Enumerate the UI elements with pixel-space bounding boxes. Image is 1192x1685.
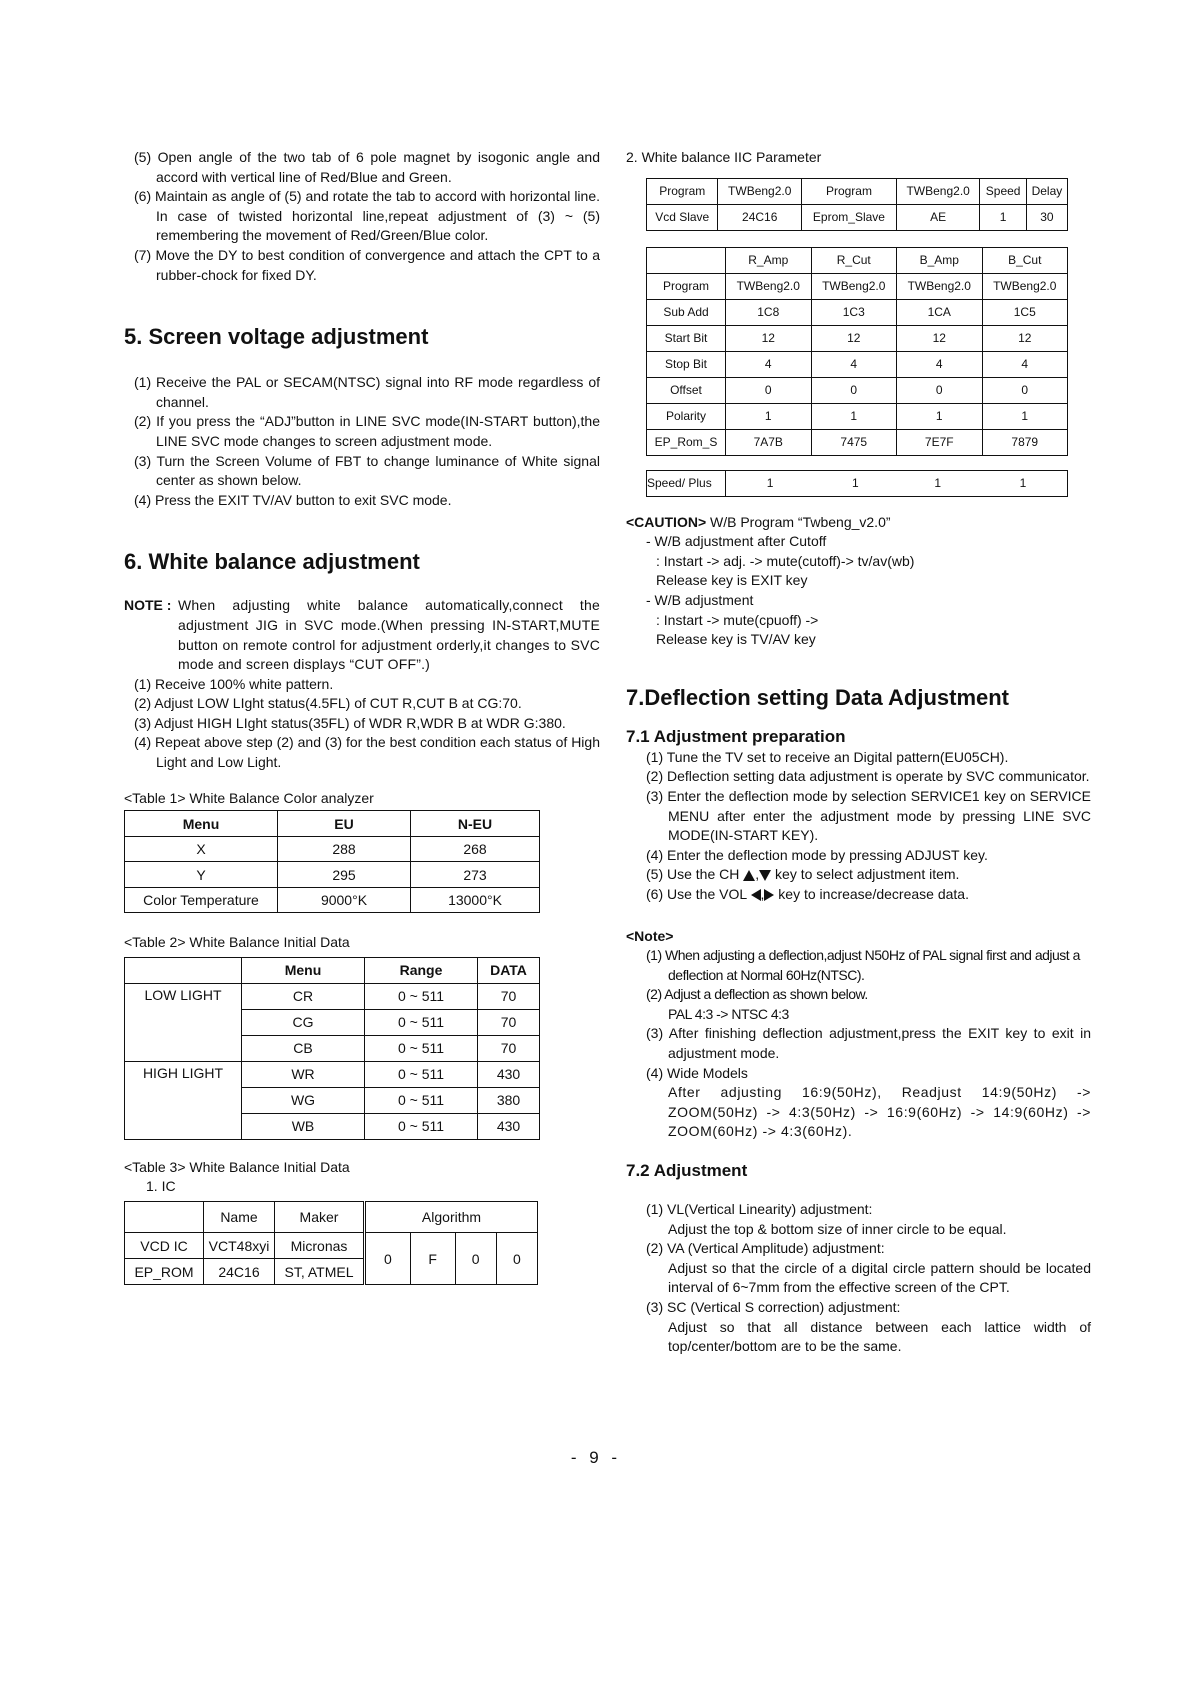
table-cell: Program [802, 178, 897, 204]
table-cell: Sub Add [647, 299, 726, 325]
iic-top-table [646, 178, 1068, 231]
table-cell: 1 [814, 470, 896, 496]
table-cell: CG [242, 1009, 365, 1035]
table-header: Algorithm [365, 1202, 538, 1233]
table-header: Maker [275, 1202, 365, 1233]
list-item: (2) Deflection setting data adjustment is operate by SVC communicator. [646, 768, 1090, 785]
table-cell: 0 ~ 511 [365, 1113, 478, 1139]
table-cell: Delay [1026, 178, 1067, 204]
table-header [125, 1202, 204, 1233]
list-item: (2) If you press the “ADJ”button in LINE SVC mode(IN-START button),the LINE SVC mode changes to screen adjustment mode. [134, 413, 600, 449]
iic-main-table [646, 247, 1068, 456]
table-header: Menu [242, 957, 365, 983]
table-cell: Polarity [647, 403, 726, 429]
table-cell: 0 [365, 1233, 411, 1285]
section-title: 5. Screen voltage adjustment [124, 324, 429, 350]
ic-table [124, 1201, 538, 1285]
list-item: (3) Turn the Screen Volume of FBT to change luminance of White signal center as shown below. [134, 452, 600, 489]
table-cell: 1 [811, 403, 897, 429]
color-analyzer-table [124, 810, 540, 913]
table-cell: 1 [726, 403, 812, 429]
table-cell: VCD IC [125, 1233, 204, 1259]
table-cell: EP_ROM [125, 1259, 204, 1285]
table-cell: 0 [726, 377, 812, 403]
table-cell: TWBeng2.0 [982, 273, 1068, 299]
table-cell: 12 [982, 325, 1068, 351]
list-item: (3) Enter the deflection mode by selection SERVICE1 key on SERVICE MENU after enter the adjustment mode by pressing LINE SVC MODE(IN-START KEY). [646, 787, 1091, 844]
table-cell: Y [125, 862, 278, 888]
table-row [647, 325, 1068, 351]
table-cell: 70 [478, 1009, 540, 1035]
list-item: (1) Receive 100% white pattern. [134, 675, 334, 692]
table-cell: F [410, 1233, 455, 1285]
table-cell: VCT48xyi [204, 1233, 275, 1259]
item-text: (6) Use the VOL [646, 885, 751, 902]
table-cell: 13000°K [411, 887, 540, 913]
table-cell: 4 [897, 351, 983, 377]
subsection-title: 7.1 Adjustment preparation [626, 726, 846, 746]
table-row [647, 204, 1068, 230]
table-row [647, 299, 1068, 325]
table-cell: 1 [897, 403, 983, 429]
table-row [647, 403, 1068, 429]
table-row [125, 887, 540, 913]
table-cell: TWBeng2.0 [896, 178, 980, 204]
list-item: (2) VA (Vertical Amplitude) adjustment: [646, 1240, 885, 1257]
list-item [646, 885, 1091, 905]
list-item: (2) Adjust a deflection as shown below. [646, 986, 868, 1003]
list-item: (1) Receive the PAL or SECAM(NTSC) signal into RF mode regardless of channel. [134, 374, 600, 410]
list-item: (4) Press the EXIT TV/AV button to exit SVC mode. [134, 491, 452, 508]
table-cell: 0 ~ 511 [365, 1087, 478, 1113]
list-item [646, 865, 1091, 885]
right-column [626, 148, 1091, 1357]
table-cell: WR [242, 1061, 365, 1087]
item-text: , [760, 885, 765, 902]
list-item: (4) Wide Models [646, 1064, 748, 1081]
caution-item: - W/B adjustment after Cutoff [646, 533, 827, 550]
table-cell: 1C5 [982, 299, 1068, 325]
table-cell: WG [242, 1087, 365, 1113]
table-header: Range [365, 957, 478, 983]
table-header [647, 247, 726, 273]
table-cell: 1 [896, 470, 978, 496]
table-header: Name [204, 1202, 275, 1233]
note-block [124, 596, 600, 674]
subsection-title: 7.2 Adjustment [626, 1161, 748, 1181]
note-body: When adjusting white balance automatically,connect the adjustment JIG in SVC mode.(When pressing IN-START,MUTE button on remote control for adjustment orderly,it changes to SVC mode and screen displays “CUT OFF”.) [178, 597, 600, 673]
item-text: key to select adjustment item. [771, 866, 960, 883]
caution-label: <CAUTION> [626, 513, 707, 530]
list-item: (4) Repeat above step (2) and (3) for the best condition each status of High Light and Low Light. [134, 734, 600, 771]
table-header: R_Amp [726, 247, 812, 273]
table-cell: 30 [1026, 204, 1067, 230]
speed-table [646, 470, 1068, 497]
table-cell: Speed [980, 178, 1026, 204]
table-cell: 0 ~ 511 [365, 1061, 478, 1087]
table-cell: 70 [478, 1035, 540, 1061]
right-arrow-icon [764, 889, 774, 901]
table-cell: WB [242, 1113, 365, 1139]
table-header: B_Cut [982, 247, 1068, 273]
table-row [125, 1061, 540, 1087]
item-text: , [755, 866, 760, 883]
list-item: Adjust so that the circle of a digital circle pattern should be located interval of 6~7mm from the effective screen of the CPT. [668, 1259, 1091, 1296]
list-item: After adjusting 16:9(50Hz), Readjust 14:9(50Hz) -> ZOOM(50Hz) -> 4:3(50Hz) -> 16:9(60Hz) -> 14:9(60Hz) -> ZOOM(60Hz) -> 4:3(60Hz). [668, 1084, 1091, 1140]
table-cell: 430 [478, 1061, 540, 1087]
section-title: 7.Deflection setting Data Adjustment [626, 684, 1010, 710]
table-cell: 288 [278, 836, 411, 862]
table-cell: 0 [897, 377, 983, 403]
table-cell: Speed/ Plus [647, 470, 726, 496]
table-cell: CR [242, 983, 365, 1009]
table-header: R_Cut [811, 247, 897, 273]
table-cell: TWBeng2.0 [718, 178, 802, 204]
page-number: - 9 - [570, 1448, 622, 1467]
list-item: Adjust so that all distance between each lattice width of top/center/bottom are to be the same. [668, 1318, 1091, 1355]
table-cell: 9000°K [278, 887, 411, 913]
list-item: (1) When adjusting a deflection,adjust N50Hz of PAL signal first and adjust a deflection at Normal 60Hz(NTSC). [646, 947, 1080, 983]
list-item: (6) Maintain as angle of (5) and rotate the tab to accord with horizontal line. In case of twisted horizontal line,repeat adjustment of (3) ~ (5) remembering the movement of Red/Green/Blue color. [134, 188, 600, 244]
item-text: key to increase/decrease data. [774, 885, 969, 902]
table-cell: Micronas [275, 1233, 365, 1259]
table-cell: AE [896, 204, 980, 230]
iic-title: 2. White balance IIC Parameter [626, 149, 822, 165]
table-cell: 12 [811, 325, 897, 351]
table-cell: 0 ~ 511 [365, 1009, 478, 1035]
list-item: (5) Open angle of the two tab of 6 pole magnet by isogonic angle and accord with vertical line of Red/Blue and Green. [134, 149, 600, 185]
caution-item: : Instart -> mute(cpuoff) -> [656, 611, 819, 628]
table-header: DATA [478, 957, 540, 983]
item-text: (5) Use the CH [646, 866, 744, 883]
list-item: (1) VL(Vertical Linearity) adjustment: [646, 1201, 873, 1218]
table-header: B_Amp [897, 247, 983, 273]
table-caption: <Table 2> White Balance Initial Data [124, 934, 350, 951]
table-cell: 0 [811, 377, 897, 403]
table-cell: 70 [478, 983, 540, 1009]
table-cell: 4 [726, 351, 812, 377]
table-cell: 268 [411, 836, 540, 862]
table-cell: 12 [897, 325, 983, 351]
table-row [125, 862, 540, 888]
table-row [125, 983, 540, 1009]
table-header: N-EU [411, 811, 540, 837]
table-cell: 0 [982, 377, 1068, 403]
list-item: (2) Adjust LOW LIght status(4.5FL) of CUT R,CUT B at CG:70. [134, 695, 522, 712]
caution-item: Release key is TV/AV key [656, 631, 816, 648]
note-label: NOTE : [124, 597, 172, 614]
table-cell: Eprom_Slave [802, 204, 897, 230]
table-cell: EP_Rom_S [647, 429, 726, 455]
list-item: (3) After finishing deflection adjustment,press the EXIT key to exit in adjustment mode. [646, 1025, 1091, 1062]
table-cell: 0 [455, 1233, 496, 1285]
table-cell: Program [647, 273, 726, 299]
table-cell: 1CA [897, 299, 983, 325]
table-cell: 4 [811, 351, 897, 377]
table-cell: X [125, 836, 278, 862]
table-row [125, 836, 540, 862]
table-cell: TWBeng2.0 [811, 273, 897, 299]
table-row [647, 273, 1068, 299]
table-cell: 1 [982, 403, 1068, 429]
table-subcaption: 1. IC [146, 1178, 176, 1195]
table-row [647, 470, 1068, 496]
table-cell: 0 ~ 511 [365, 1035, 478, 1061]
table-cell: 7879 [982, 429, 1068, 455]
table-cell: Program [647, 178, 718, 204]
list-item: (3) SC (Vertical S correction) adjustment: [646, 1299, 901, 1315]
table-cell: Vcd Slave [647, 204, 718, 230]
caution-item: - W/B adjustment [646, 591, 754, 608]
table-cell: TWBeng2.0 [726, 273, 812, 299]
table-cell: CB [242, 1035, 365, 1061]
note-title: <Note> [626, 927, 674, 944]
list-item: PAL 4:3 -> NTSC 4:3 [668, 1005, 789, 1022]
table-cell: 380 [478, 1087, 540, 1113]
caution-item: Release key is EXIT key [656, 572, 808, 589]
table-cell: 430 [478, 1113, 540, 1139]
table-cell: 0 ~ 511 [365, 983, 478, 1009]
table-cell: LOW LIGHT [125, 983, 242, 1061]
table-caption: <Table 3> White Balance Initial Data [124, 1158, 350, 1175]
section-title: 6. White balance adjustment [124, 549, 420, 575]
table-cell: 1 [980, 204, 1026, 230]
table-cell: TWBeng2.0 [897, 273, 983, 299]
table-cell: 1C3 [811, 299, 897, 325]
table-cell: 24C16 [204, 1259, 275, 1285]
table-caption: <Table 1> White Balance Color analyzer [124, 789, 374, 806]
caution-item: : Instart -> adj. -> mute(cutoff)-> tv/av(wb) [656, 552, 915, 569]
caution-text: W/B Program “Twbeng_v2.0” [706, 513, 891, 530]
table-cell: 1 [726, 470, 815, 496]
table-cell: 7E7F [897, 429, 983, 455]
table-cell: 12 [726, 325, 812, 351]
table-cell: Offset [647, 377, 726, 403]
list-item: (7) Move the DY to best condition of convergence and attach the CPT to a rubber-chock for fixed DY. [134, 246, 600, 283]
table-cell: 1 [979, 470, 1068, 496]
list-item: (1) Tune the TV set to receive an Digital pattern(EU05CH). [646, 748, 1009, 765]
table-cell: Stop Bit [647, 351, 726, 377]
table-cell: 1C8 [726, 299, 812, 325]
table-row [125, 1233, 538, 1259]
list-item: Adjust the top & bottom size of inner circle to be equal. [668, 1220, 1007, 1237]
table-cell: 24C16 [718, 204, 802, 230]
table-cell: 4 [982, 351, 1068, 377]
table-cell: Color Temperature [125, 887, 278, 913]
table-cell: ST, ATMEL [275, 1259, 365, 1285]
table-cell: 0 [496, 1233, 537, 1285]
up-arrow-icon [743, 870, 755, 881]
table-row [647, 178, 1068, 204]
table-row [647, 351, 1068, 377]
table-header: Menu [125, 811, 278, 837]
left-arrow-icon [751, 889, 761, 901]
table-cell: 7A7B [726, 429, 812, 455]
table-header: EU [278, 811, 411, 837]
table-row [647, 377, 1068, 403]
table-cell: 273 [411, 862, 540, 888]
table-cell: 295 [278, 862, 411, 888]
initial-data-table [124, 957, 540, 1140]
down-arrow-icon [759, 870, 771, 881]
table-cell: HIGH LIGHT [125, 1061, 242, 1139]
left-column [124, 148, 600, 1285]
note-text [124, 596, 600, 674]
table-row [647, 429, 1068, 455]
table-header [125, 957, 242, 983]
table-cell: Start Bit [647, 325, 726, 351]
list-item: (3) Adjust HIGH LIght status(35FL) of WDR R,WDR B at WDR G:380. [134, 714, 566, 731]
table-cell: 7475 [811, 429, 897, 455]
caution-line [626, 513, 1091, 533]
list-item: (4) Enter the deflection mode by pressing ADJUST key. [646, 846, 988, 863]
